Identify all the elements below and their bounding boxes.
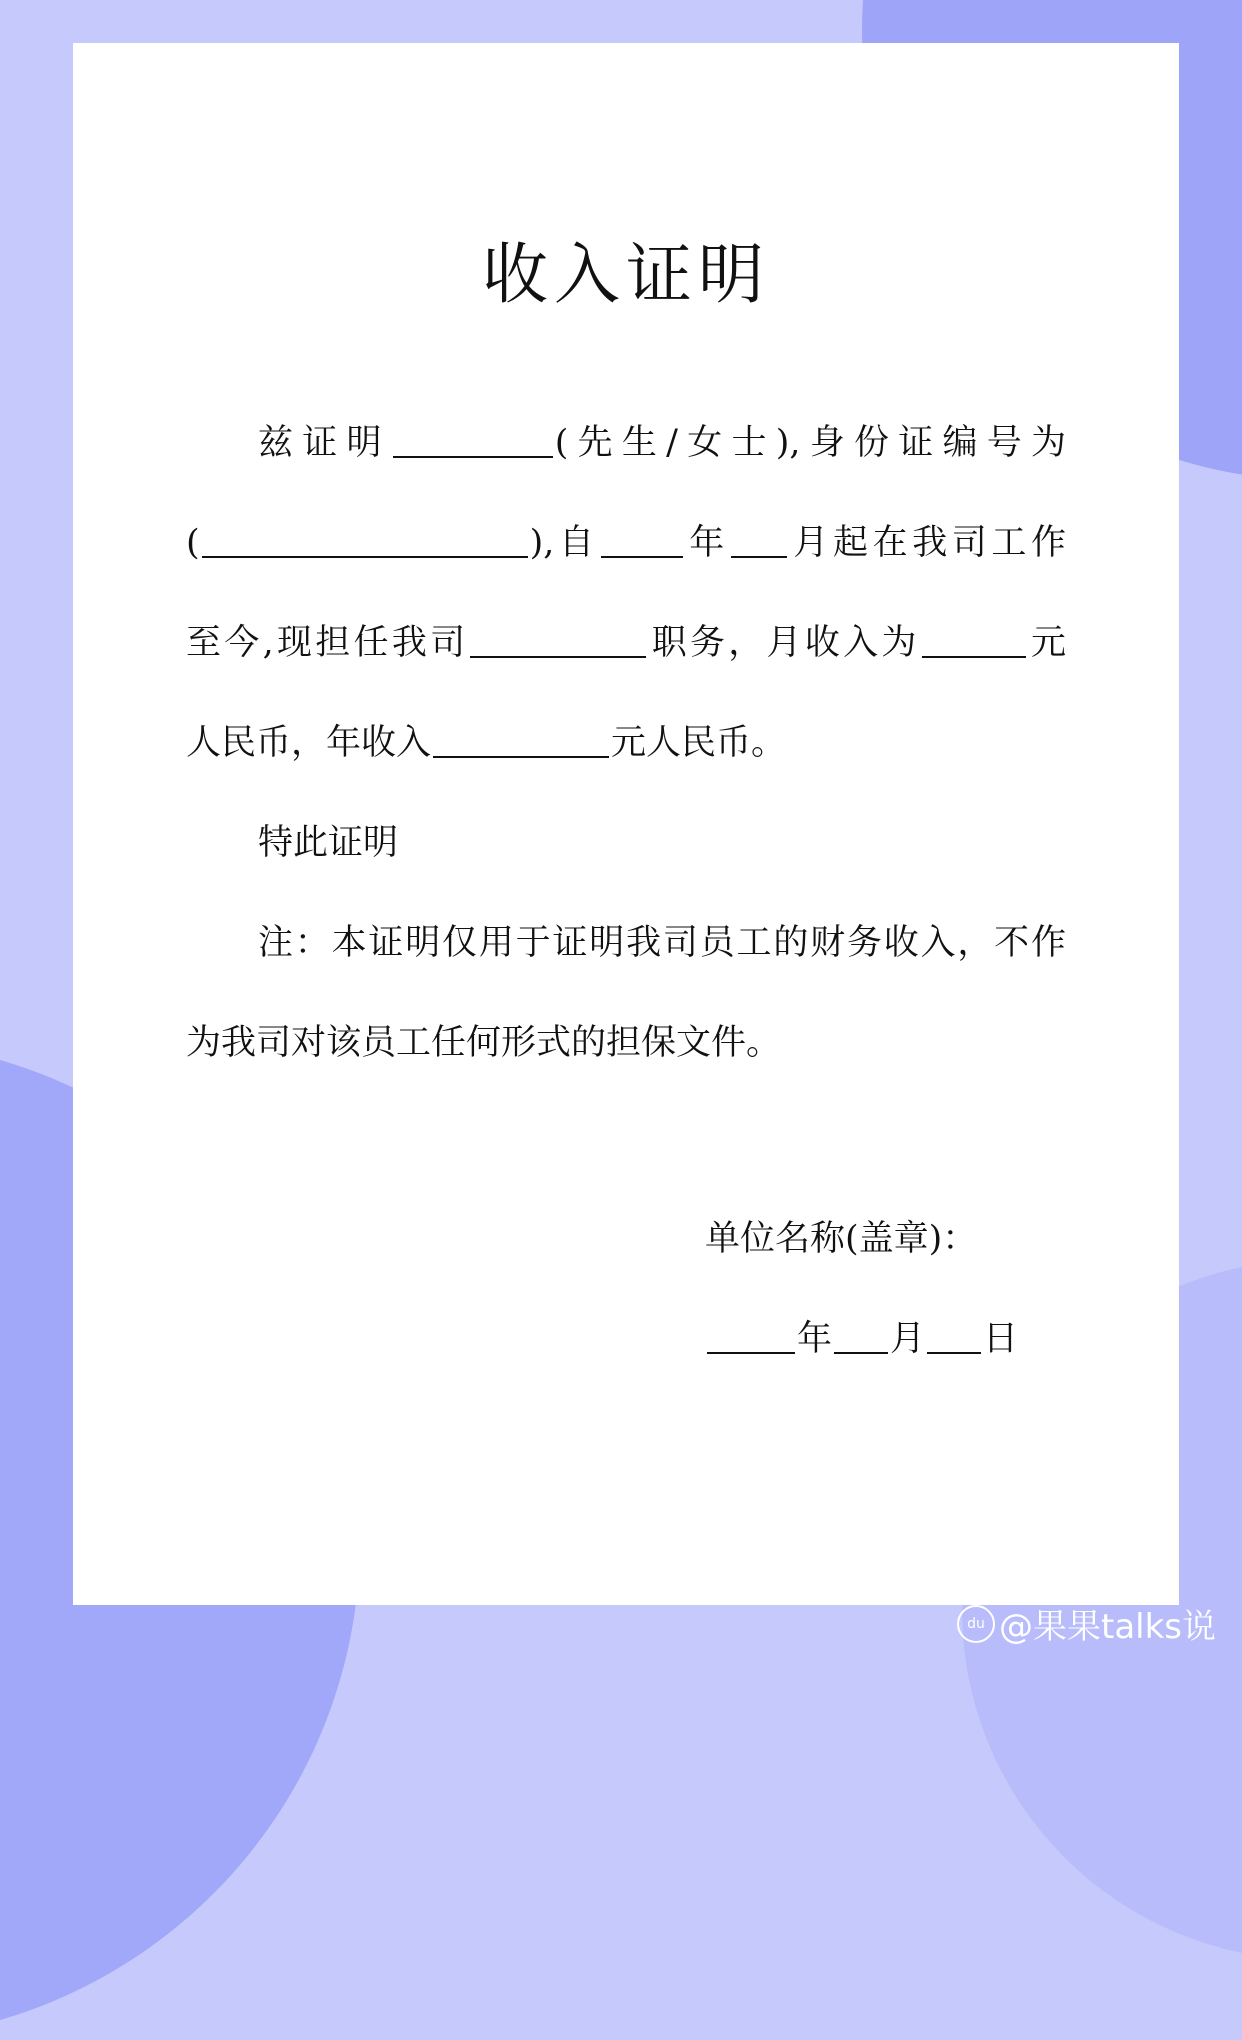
sign-year-blank[interactable] <box>707 1317 795 1354</box>
note-line-2: 为我司对该员工任何形式的担保文件。 <box>186 1023 782 1063</box>
body-line-1: 兹证明 (先生/女士),身份证编号为 <box>258 423 1066 463</box>
note-paragraph <box>186 893 1066 1093</box>
annual-income-blank[interactable] <box>433 721 609 758</box>
certificate-paper <box>73 43 1179 1605</box>
sign-day-blank[interactable] <box>927 1317 981 1354</box>
body-line-2: ( ),自 年 月起在我司工作 <box>186 523 1066 563</box>
organization-seal-label: 单位名称(盖章)： <box>705 1219 978 1259</box>
monthly-income-blank[interactable] <box>922 621 1026 658</box>
id-number-blank[interactable] <box>202 521 528 558</box>
start-month-blank[interactable] <box>731 521 787 558</box>
platform-logo-icon: du <box>957 1605 995 1643</box>
body-line-4: 人民币，年收入 元人民币。 <box>186 723 787 763</box>
start-year-blank[interactable] <box>601 521 683 558</box>
position-blank[interactable] <box>470 621 646 658</box>
closing-paragraph: 特此证明 <box>258 823 399 863</box>
watermark <box>957 1599 1216 1648</box>
sign-month-blank[interactable] <box>834 1317 888 1354</box>
body-line-3: 至今,现担任我司 职务，月收入为 元 <box>186 623 1066 663</box>
signature-date: 年 月 日 <box>705 1311 1018 1361</box>
body-paragraph <box>186 393 1066 793</box>
watermark-text: @果果talks说 <box>998 1607 1216 1647</box>
document-title: 收入证明 <box>482 236 770 313</box>
note-line-1: 注：本证明仅用于证明我司员工的财务收入，不作 <box>258 923 1066 963</box>
name-blank[interactable] <box>393 421 553 458</box>
